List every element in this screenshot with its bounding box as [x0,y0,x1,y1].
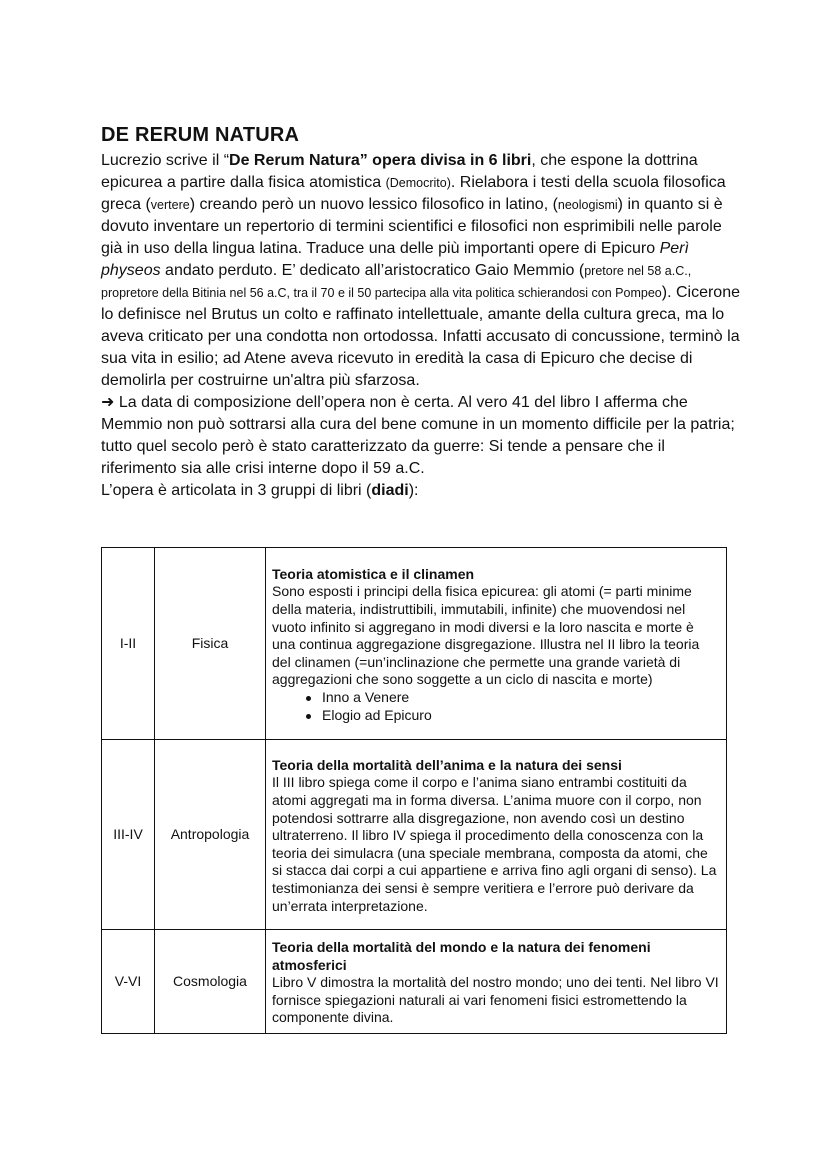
page-title: DE RERUM NATURA [101,124,300,146]
row-heading: Teoria della mortalità dell’anima e la natura dei sensi [272,756,622,773]
dating-paragraph: ➜ La data di composizione dell’opera non è certa. Al vero 41 del libro I afferma che Memmio non può sottrarsi alla cura del bene comune in un momento difficile per la patria; tutto quel secolo però è stato caratterizzato da guerre: Si tende a pensare che il riferimento sia alle crisi interne dopo il 59 a.C. [101,394,735,477]
structure-paragraph: L’opera è articolata in 3 gruppi di libri (diadi): [101,482,419,499]
row-heading: Teoria atomistica e il clinamen [272,565,475,582]
body-text [101,150,741,502]
description-cell [266,740,727,930]
list-item: Inno a Venere [322,689,720,707]
diadi-bold: diadi [371,482,409,499]
area-cell: Cosmologia [155,930,266,1034]
table-row [102,740,727,930]
row-text: Il III libro spiega come il corpo e l’anima siano entrambi costituiti da atomi aggregati ma in forma diversa. L’anima muore con il corpo, non potendosi sottrarre alla disgregazione, non avendo così un destino ultraterreno. Il libro IV spiega il procedimento della conoscenza con la teoria dei simulacra (una speciale membrana, composta da atomi, che si stacca dai corpi a cui appartiene e arriva fino agli organi di senso). La testimonianza dei sensi è sempre veritiera e l’errore può derivare da un’errata interpretazione. [272,774,717,914]
row-heading: Teoria della mortalità del mondo e la natura dei fenomeni atmosferici [272,939,651,973]
peri-physeos-title: Perì physeos [101,240,689,279]
description-cell [266,930,727,1034]
vertere-note: vertere [150,198,190,212]
row-text: Libro V dimostra la mortalità del nostro mondo; uno dei tenti. Nel libro VI fornisce spiegazioni naturali ai vari fenomeni fisici estromettendo la componente divina. [272,974,719,1026]
table-row [102,930,727,1034]
area-cell: Antropologia [155,740,266,930]
description-cell [266,548,727,740]
neologismi-note: neologismi [557,198,618,212]
list-item: Elogio ad Epicuro [322,707,720,725]
democrito-note: (Democrito) [385,176,451,190]
intro-paragraph: Lucrezio scrive il “De Rerum Natura” opera divisa in 6 libri, che espone la dottrina epicurea a partire dalla fisica atomistica (Democrito). Rielabora i testi della scuola filosofica greca (vertere) creando però un nuovo lessico filosofico in latino, (neologismi) in quanto si è dovuto inventare un repertorio di termini scientifici e filosofici non esprimibili nelle parole già in uso della lingua latina. Traduce una delle più importanti opere di Epicuro Perì physeos andato perduto. E’ dedicato all’aristocratico Gaio Memmio (pretore nel 58 a.C., propretore della Bitinia nel 56 a.C, tra il 70 e il 50 partecipa alla vita politica schierandosi con Pompeo). Cicerone lo definisce nel Brutus un colto e raffinato intellettuale, amante della cultura greca, ma lo aveva criticato per una condotta non ortodossa. Infatti accusato di concussione, terminò la sua vita in esilio; ad Atene aveva ricevuto in eredità la casa di Epicuro che decise di demolirla per costruirne un'altra più sfarzosa. [101,152,740,389]
bullet-list [272,689,720,724]
work-title-bold: De Rerum Natura” opera divisa in 6 libri [229,152,532,169]
books-cell: III-IV [102,740,155,930]
area-cell: Fisica [155,548,266,740]
table-row [102,548,727,740]
dyads-table [101,547,727,1034]
memmio-note: pretore nel 58 a.C., propretore della Bitinia nel 56 a.C, tra il 70 e il 50 partecipa alla vita politica schierandosi con Pompeo [101,264,692,300]
books-cell: I-II [102,548,155,740]
row-text: Sono esposti i principi della fisica epicurea: gli atomi (= parti minime della materia, indistruttibili, immutabili, infinite) che muovendosi nel vuoto infinito si aggregano in modi diversi e la loro nascita e morte è una continua aggregazione disgregazione. Illustra nel II libro la teoria del clinamen (=un’inclinazione che permette una grande varietà di aggregazioni che sono soggette a un ciclo di nascita e morte) [272,583,700,688]
books-cell: V-VI [102,930,155,1034]
arrow-icon: ➜ [101,394,115,411]
